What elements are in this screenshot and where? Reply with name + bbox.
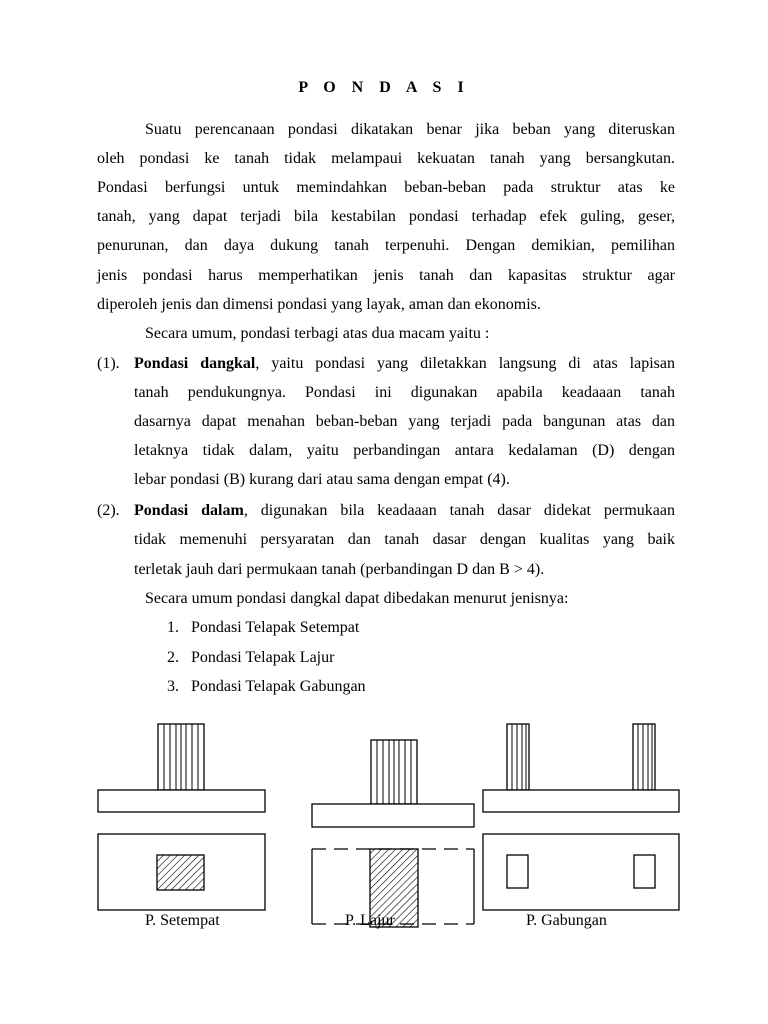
item-number: (2). xyxy=(97,502,120,519)
paragraph-line: tanah, yang dapat terjadi bila kestabilan pondasi terhadap efek guling, geser, xyxy=(97,208,675,225)
setempat-plan xyxy=(98,834,265,910)
lajur-elevation xyxy=(312,740,474,827)
gabungan-elevation xyxy=(483,724,679,812)
list-number: 3. xyxy=(167,678,179,695)
list-number: 1. xyxy=(167,619,179,636)
paragraph-line: penurunan, dan daya dukung tanah terpenuhi. Dengan demikian, pemilihan xyxy=(97,237,675,254)
item-line: terletak jauh dari permukaan tanah (perbandingan D dan B > 4). xyxy=(134,561,545,578)
paragraph-line: oleh pondasi ke tanah tidak melampaui kekuatan tanah yang bersangkutan. xyxy=(97,150,675,167)
paragraph-line: jenis pondasi harus memperhatikan jenis tanah dan kapasitas struktur agar xyxy=(97,267,675,284)
gabungan-plan xyxy=(483,834,679,910)
intro-line: Secara umum pondasi dangkal dapat dibedakan menurut jenisnya: xyxy=(145,590,569,607)
setempat-elevation xyxy=(98,724,265,812)
item-bold-term: Pondasi dalam xyxy=(134,502,244,519)
paragraph-line: Suatu perencanaan pondasi dikatakan benar jika beban yang diteruskan xyxy=(145,121,675,138)
item-text: , digunakan bila keadaaan tanah dasar didekat permukaan xyxy=(243,502,675,519)
item-number: (1). xyxy=(97,355,120,372)
paragraph-line: diperoleh jenis dan dimensi pondasi yang layak, aman dan ekonomis. xyxy=(97,296,541,313)
paragraph-line: Pondasi berfungsi untuk memindahkan beban-beban pada struktur atas ke xyxy=(97,179,675,196)
item-line: letaknya tidak dalam, yaitu perbandingan antara kedalaman (D) dengan xyxy=(134,442,675,459)
item-text: , yaitu pondasi yang diletakkan langsung di atas lapisan xyxy=(255,355,676,372)
intro-line: Secara umum, pondasi terbagi atas dua macam yaitu : xyxy=(145,325,490,342)
item-line: tidak memenuhi persyaratan dan tanah dasar dengan kualitas yang baik xyxy=(134,531,675,548)
item-line: tanah pendukungnya. Pondasi ini digunakan apabila keadaaan tanah xyxy=(134,384,675,401)
list-item: Pondasi Telapak Setempat xyxy=(191,619,360,636)
caption-lajur: P. Lajur xyxy=(345,912,395,929)
item-line: lebar pondasi (B) kurang dari atau sama dengan empat (4). xyxy=(134,471,510,488)
list-item: Pondasi Telapak Gabungan xyxy=(191,678,366,695)
caption-setempat: P. Setempat xyxy=(145,912,220,929)
item-line: dasarnya dapat menahan beban-beban yang terjadi pada bangunan atas dan xyxy=(134,413,675,430)
list-item: Pondasi Telapak Lajur xyxy=(191,649,335,666)
item-bold-term: Pondasi dangkal xyxy=(134,355,256,372)
list-number: 2. xyxy=(167,649,179,666)
caption-gabungan: P. Gabungan xyxy=(526,912,607,929)
page-title: P O N D A S I xyxy=(298,79,470,96)
